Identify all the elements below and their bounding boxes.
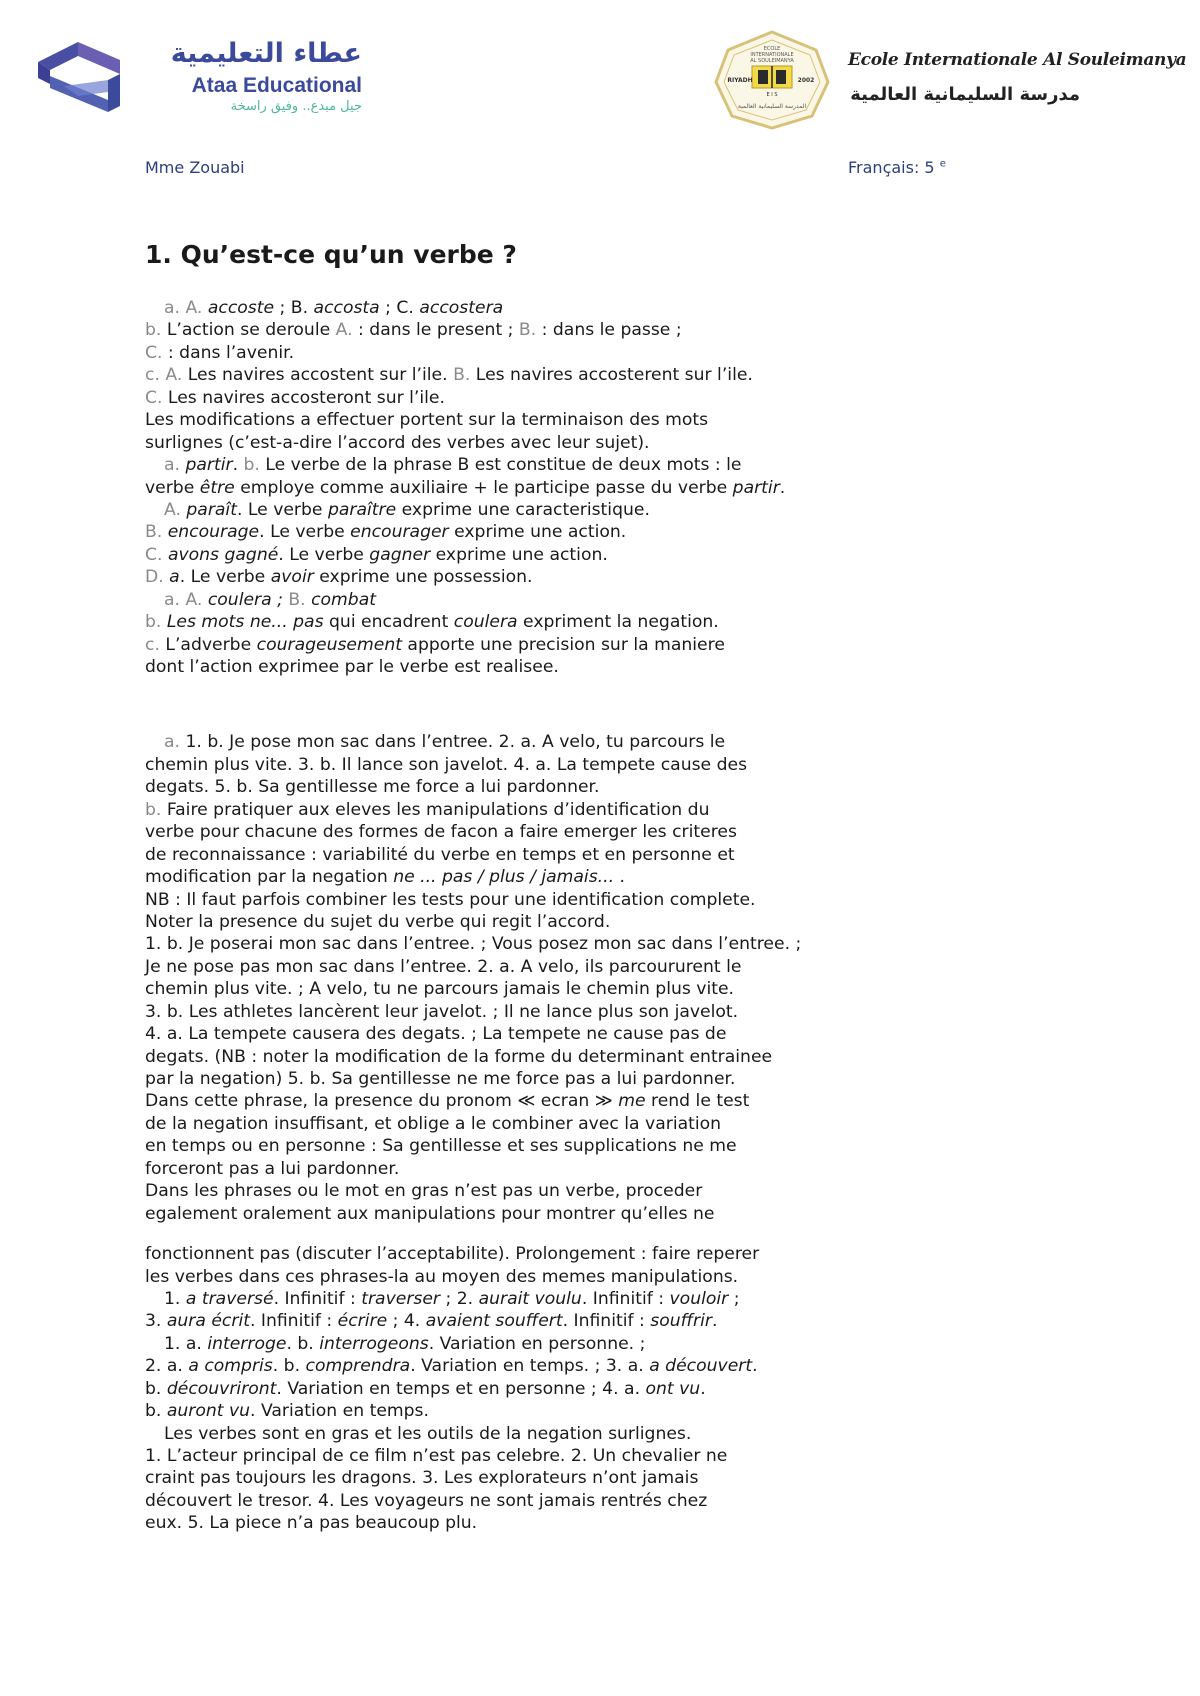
school-name-french: Ecole Internationale Al Souleimanya (848, 50, 1187, 70)
ataa-logo-mark-icon (34, 40, 124, 116)
logo-arabic-name: عطاء التعليمية (170, 38, 362, 69)
seal-arabic: المدرسة السليمانية العالمية (737, 103, 807, 110)
text-line: craint pas toujours les dragons. 3. Les explorateurs n’ont jamais (145, 1468, 699, 1489)
text-line: de la negation insuffisant, et oblige a le combiner avec la variation (145, 1113, 722, 1134)
text-line: C. : dans l’avenir. (145, 342, 295, 363)
text-line: verbe pour chacune des formes de facon a faire emerger les criteres (145, 822, 737, 843)
text-line: b. découvriront. Variation en temps et en personne ; 4. a. ont vu. (145, 1378, 706, 1399)
logo-english-name: Ataa Educational (191, 74, 362, 97)
text-line: dont l’action exprimee par le verbe est realisee. (145, 657, 559, 677)
text-line: b. auront vu. Variation en temps. (145, 1401, 429, 1422)
school-seal (712, 30, 832, 130)
text-line: a. 1. b. Je pose mon sac dans l’entree. 2. a. A velo, tu parcours le (164, 732, 726, 753)
text-line: de reconnaissance : variabilité du verbe en temps et en personne et (145, 844, 735, 865)
text-line: chemin plus vite. ; A velo, tu ne parcours jamais le chemin plus vite. (145, 979, 735, 1000)
text-line: A. paraît. Le verbe paraître exprime une caracteristique. (164, 499, 650, 520)
text-line: eux. 5. La piece n’a pas beaucoup plu. (145, 1513, 478, 1534)
text-line: modification par la negation ne ... pas / plus / jamais... . (145, 867, 625, 888)
text-line: c. A. Les navires accostent sur l’ile. B. Les navires accosterent sur l’ile. (145, 365, 753, 386)
text-line: Noter la presence du sujet du verbe qui regit l’accord. (145, 911, 611, 932)
seal-riyadh: RIYADH (727, 77, 753, 84)
text-line: C. avons gagné. Le verbe gagner exprime une action. (145, 544, 608, 565)
text-line: les verbes dans ces phrases-la au moyen des memes manipulations. (145, 1266, 739, 1287)
text-line: 1. L’acteur principal de ce film n’est pas celebre. 2. Un chevalier ne (145, 1446, 728, 1466)
seal-text-2: INTERNATIONALE (750, 52, 794, 58)
text-line: 1. b. Je poserai mon sac dans l’entree. ; Vous posez mon sac dans l’entree. ; (145, 934, 802, 955)
text-line: B. encourage. Le verbe encourager exprime une action. (145, 522, 627, 543)
text-line: surlignes (c’est-a-dire l’accord des verbes avec leur sujet). (145, 432, 650, 453)
text-line: C. Les navires accosteront sur l’ile. (145, 387, 445, 408)
text-line: fonctionnent pas (discuter l’acceptabilite). Prolongement : faire reperer (145, 1244, 760, 1265)
text-line: forceront pas a lui pardonner. (145, 1158, 400, 1179)
text-line: c. L’adverbe courageusement apporte une precision sur la maniere (145, 634, 725, 655)
seal-text-3: AL SOULEIMANYA (750, 58, 794, 64)
teacher-name: Mme Zouabi (145, 158, 245, 177)
text-line: degats. (NB : noter la modification de la forme du determinant entrainee (145, 1046, 773, 1067)
text-line: b. Les mots ne... pas qui encadrent coulera expriment la negation. (145, 612, 719, 633)
logo-tagline: جيل مبدع.. وفيق راسخة (230, 99, 362, 114)
text-line: a. A. accoste ; B. accosta ; C. accostera (164, 298, 504, 318)
text-line: b. Faire pratiquer aux eleves les manipulations d’identification du (145, 799, 710, 820)
text-line: Les verbes sont en gras et les outils de la negation surlignes. (164, 1423, 692, 1444)
text-line: NB : Il faut parfois combiner les tests pour une identification complete. (145, 889, 756, 910)
text-line: en temps ou en personne : Sa gentillesse et ses supplications ne me (145, 1136, 737, 1157)
seal-text-1: ECOLE (763, 46, 781, 52)
text-line: Les modifications a effectuer portent sur la terminaison des mots (145, 410, 709, 431)
text-line: Dans les phrases ou le mot en gras n’est pas un verbe, proceder (145, 1181, 703, 1202)
page-title: 1. Qu’est-ce qu’un verbe ? (145, 240, 517, 269)
subject-level (848, 158, 946, 177)
school-name-arabic: مدرسة السليمانية العالمية (850, 84, 1080, 105)
text-line: 4. a. La tempete causera des degats. ; La tempete ne cause pas de (145, 1024, 727, 1045)
text-line: par la negation) 5. b. Sa gentillesse ne me force pas a lui pardonner. (145, 1069, 736, 1089)
subject-superscript: e (939, 158, 946, 170)
text-line: egalement oralement aux manipulations pour montrer qu’elles ne (145, 1203, 715, 1224)
seal-eis: E I S (766, 92, 778, 98)
text-line: 3. aura écrit. Infinitif : écrire ; 4. avaient souffert. Infinitif : souffrir. (145, 1311, 718, 1332)
subject-label: Français: 5 (848, 158, 935, 177)
text-line: a. partir. b. Le verbe de la phrase B est constitue de deux mots : le (164, 455, 742, 476)
answer-body (145, 297, 1045, 1535)
text-line: verbe être employe comme auxiliaire + le participe passe du verbe partir. (145, 477, 786, 498)
text-line: chemin plus vite. 3. b. Il lance son javelot. 4. a. La tempete cause des (145, 754, 748, 775)
ataa-logo (34, 38, 364, 118)
text-line: Je ne pose pas mon sac dans l’entree. 2. a. A velo, ils parcoururent le (145, 956, 742, 977)
text-line: 2. a. a compris. b. comprendra. Variation en temps. ; 3. a. a découvert. (145, 1356, 758, 1377)
text-line: a. A. coulera ; B. combat (164, 589, 376, 610)
text-line: 1. a traversé. Infinitif : traverser ; 2. aurait voulu. Infinitif : vouloir ; (164, 1288, 740, 1309)
text-line: D. a. Le verbe avoir exprime une possession. (145, 567, 533, 588)
text-line: 1. a. interroge. b. interrogeons. Variation en personne. ; (164, 1333, 646, 1354)
text-line: 3. b. Les athletes lancèrent leur javelot. ; Il ne lance plus son javelot. (145, 1001, 739, 1022)
text-line: degats. 5. b. Sa gentillesse me force a lui pardonner. (145, 777, 600, 798)
text-line: Dans cette phrase, la presence du pronom ≪ ecran ≫ me rend le test (145, 1091, 750, 1112)
seal-year: 2002 (797, 77, 815, 84)
text-line: découvert le tresor. 4. Les voyageurs ne sont jamais rentrés chez (145, 1490, 708, 1511)
text-line: b. L’action se deroule A. : dans le present ; B. : dans le passe ; (145, 320, 682, 341)
